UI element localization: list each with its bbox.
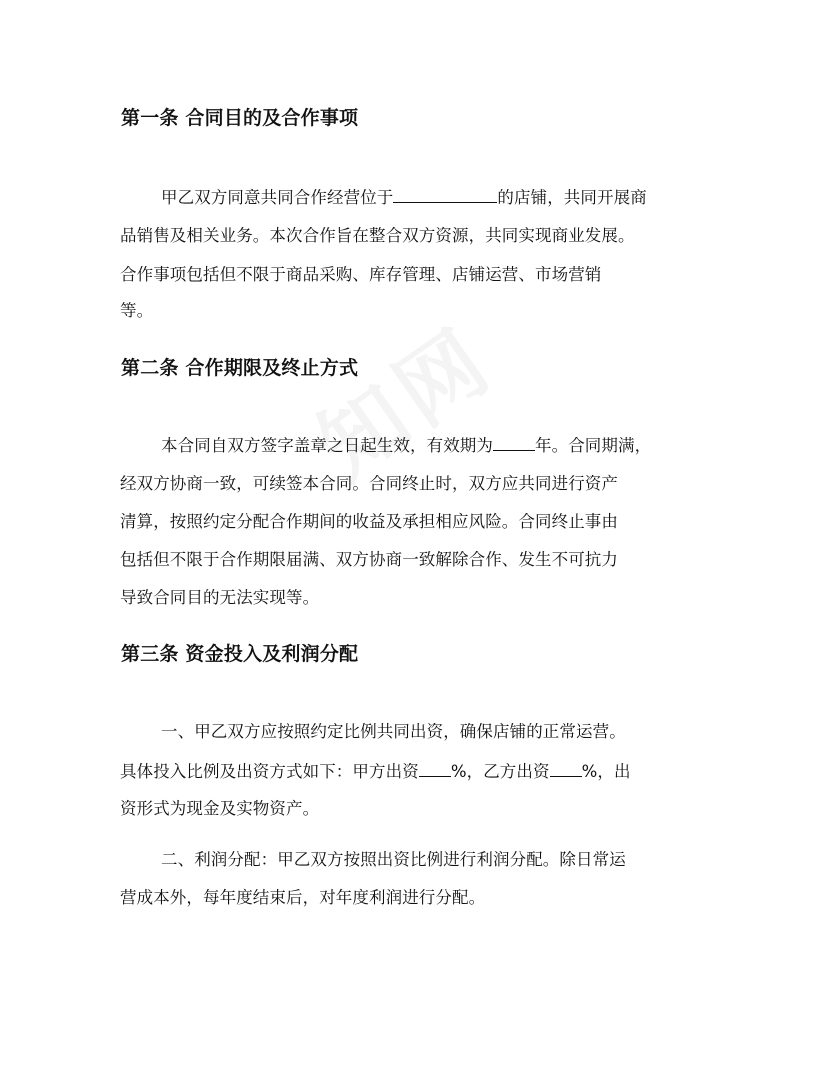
section-3-line-2-text-a: 具体投入比例及出资方式如下：甲方出资 (120, 762, 419, 781)
term-years-blank (493, 434, 535, 451)
section-3-title: 第三条 资金投入及利润分配 (121, 643, 359, 665)
section-1-line-4: 等。 (120, 301, 154, 320)
location-blank (393, 186, 497, 203)
section-3-line-4: 二、利润分配：甲乙双方按照出资比例进行利润分配。除日常运 (161, 850, 626, 869)
section-1-line-1-text-b: 的店铺，共同开展商 (497, 188, 647, 207)
section-1-line-2: 品销售及相关业务。本次合作旨在整合双方资源，共同实现商业发展。 (120, 226, 635, 245)
section-2-line-2: 经双方协商一致，可续签本合同。合同终止时，双方应共同进行资产 (120, 474, 618, 493)
section-2-line-5: 导致合同目的无法实现等。 (120, 588, 320, 607)
section-3-line-3: 资形式为现金及实物资产。 (120, 799, 320, 818)
section-2-line-1-text-b: 年。合同期满， (535, 436, 652, 455)
section-2-line-3: 清算，按照约定分配合作期间的收益及承担相应风险。合同终止事由 (120, 512, 618, 531)
section-3-line-1: 一、甲乙双方应按照约定比例共同出资，确保店铺的正常运营。 (161, 722, 626, 741)
section-1-line-1-text-a: 甲乙双方同意共同合作经营位于 (161, 188, 394, 207)
section-3-line-2-text-c: %，出 (581, 762, 631, 781)
section-3-line-2 (120, 760, 631, 783)
section-2-line-1 (161, 434, 651, 457)
party-a-percent-blank (419, 760, 451, 777)
section-2-line-4: 包括但不限于合作期限届满、双方协商一致解除合作、发生不可抗力 (120, 550, 618, 569)
section-2-title: 第二条 合作期限及终止方式 (121, 357, 359, 379)
section-3-line-5: 营成本外，每年度结束后，对年度利润进行分配。 (120, 888, 486, 907)
party-b-percent-blank (550, 760, 582, 777)
section-1-title: 第一条 合同目的及合作事项 (121, 107, 359, 129)
section-3-line-2-text-b: %，乙方出资 (450, 762, 550, 781)
section-1-line-3: 合作事项包括但不限于商品采购、库存管理、店铺运营、市场营销 (120, 265, 602, 284)
section-2-line-1-text-a: 本合同自双方签字盖章之日起生效，有效期为 (161, 436, 493, 455)
section-1-line-1 (161, 186, 647, 209)
